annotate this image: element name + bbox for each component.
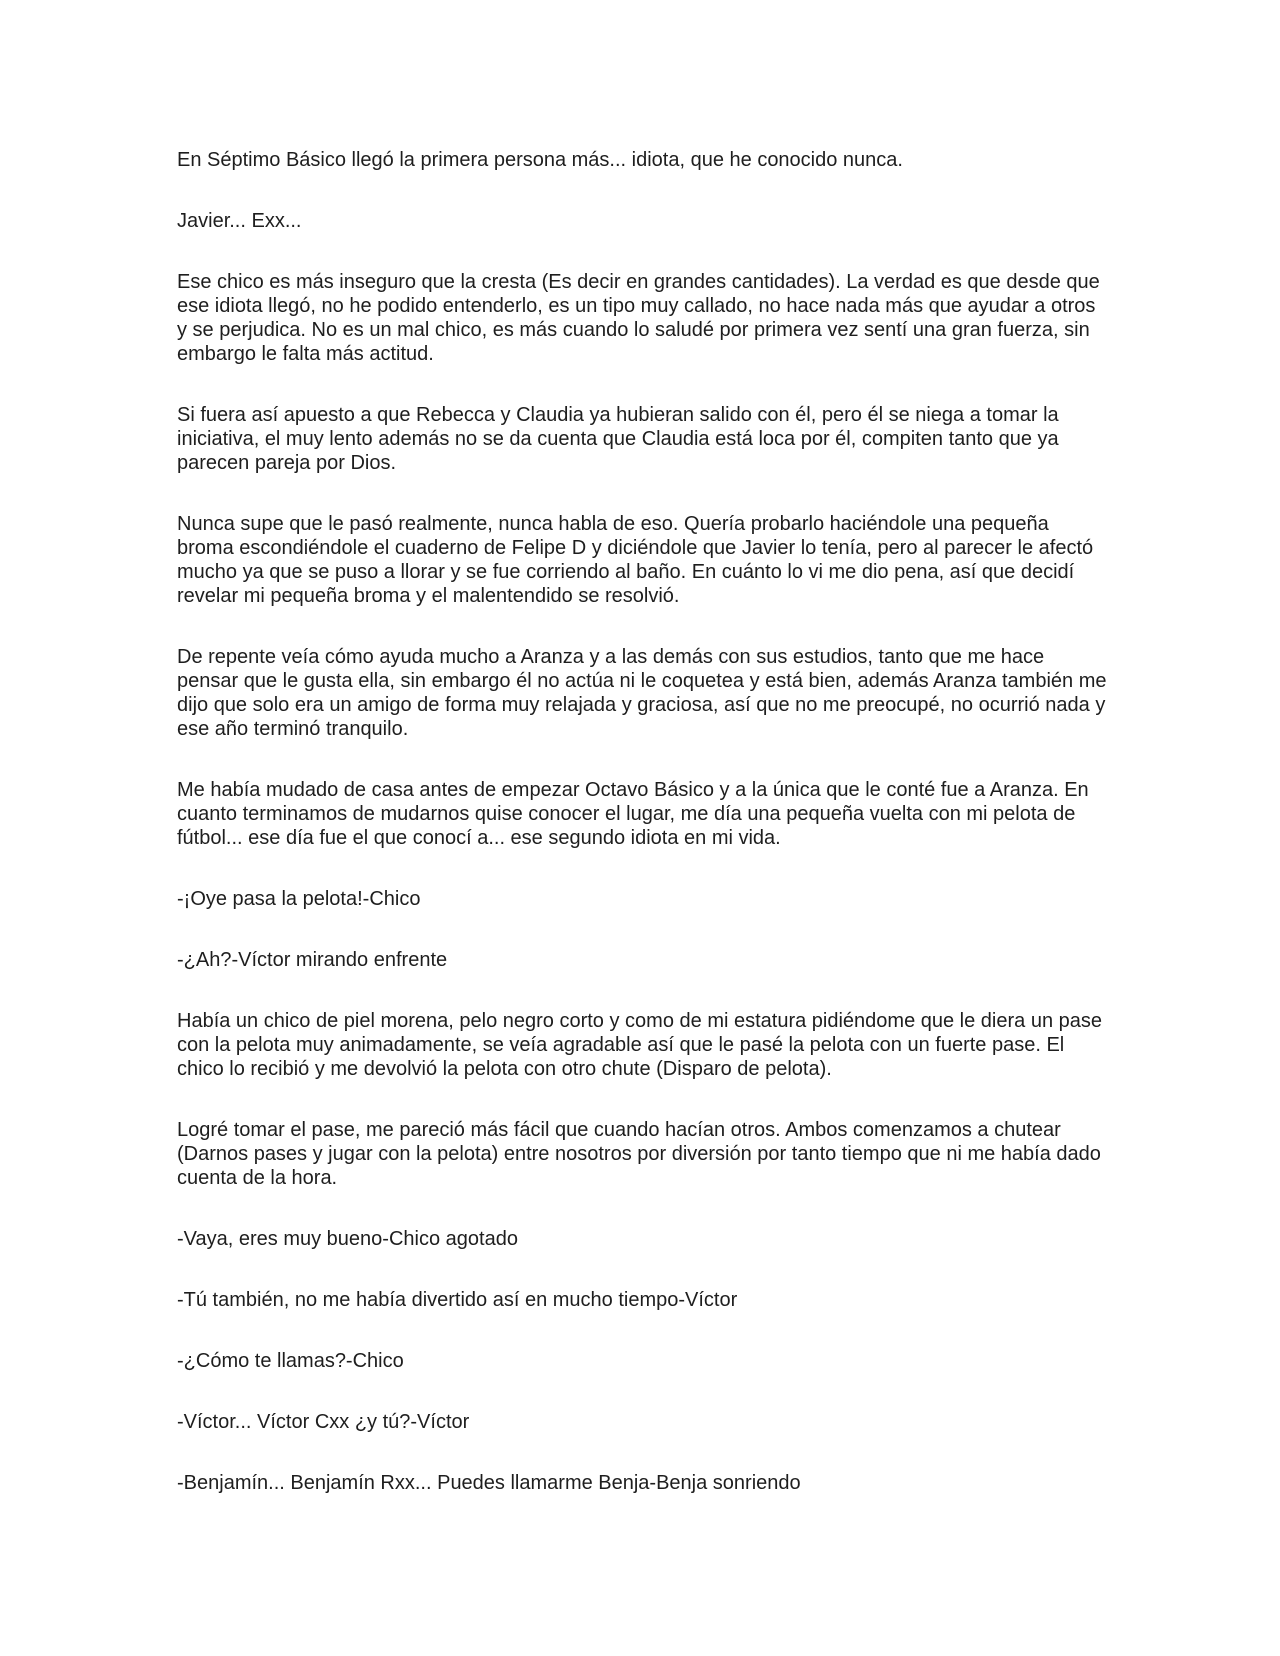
- dialogue-line-1: -¡Oye pasa la pelota!-Chico: [177, 888, 421, 910]
- paragraph-2: Javier... Exx...: [177, 210, 302, 232]
- paragraph-3: Ese chico es más inseguro que la cresta (Es decir en grandes cantidades). La verdad es que desde que ese idiota llegó, no he podido entenderlo, es un tipo muy callado, no hace nada más que ayudar a otros y se perjudica. No es un mal chico, es más cuando lo saludé por primera vez sentí una gran fuerza, sin embargo le falta más actitud.: [177, 271, 1100, 365]
- dialogue-line-5: -¿Cómo te llamas?-Chico: [177, 1350, 404, 1372]
- paragraph-6: De repente veía cómo ayuda mucho a Aranza y a las demás con sus estudios, tanto que me hace pensar que le gusta ella, sin embargo él no actúa ni le coquetea y está bien, además Aranza también me dijo que solo era un amigo de forma muy relajada y graciosa, así que no me preocupé, no ocurrió nada y ese año terminó tranquilo.: [177, 646, 1107, 740]
- document-body: [177, 148, 1107, 1532]
- dialogue-line-7: -Benjamín... Benjamín Rxx... Puedes llamarme Benja-Benja sonriendo: [177, 1472, 801, 1494]
- paragraph-4: Si fuera así apuesto a que Rebecca y Claudia ya hubieran salido con él, pero él se niega a tomar la iniciativa, el muy lento además no se da cuenta que Claudia está loca por él, compiten tanto que ya parecen pareja por Dios.: [177, 404, 1059, 474]
- dialogue-line-6: -Víctor... Víctor Cxx ¿y tú?-Víctor: [177, 1411, 470, 1433]
- dialogue-line-3: -Vaya, eres muy bueno-Chico agotado: [177, 1228, 518, 1250]
- paragraph-7: Me había mudado de casa antes de empezar Octavo Básico y a la única que le conté fue a Aranza. En cuanto terminamos de mudarnos quise conocer el lugar, me día una pequeña vuelta con mi pelota de fútbol... ese día fue el que conocí a... ese segundo idiota en mi vida.: [177, 779, 1089, 849]
- paragraph-1: En Séptimo Básico llegó la primera persona más... idiota, que he conocido nunca.: [177, 149, 903, 171]
- paragraph-8: Había un chico de piel morena, pelo negro corto y como de mi estatura pidiéndome que le diera un pase con la pelota muy animadamente, se veía agradable así que le pasé la pelota con un fuerte pase. El chico lo recibió y me devolvió la pelota con otro chute (Disparo de pelota).: [177, 1010, 1103, 1080]
- dialogue-line-4: -Tú también, no me había divertido así en mucho tiempo-Víctor: [177, 1289, 738, 1311]
- paragraph-9: Logré tomar el pase, me pareció más fácil que cuando hacían otros. Ambos comenzamos a chutear (Darnos pases y jugar con la pelota) entre nosotros por diversión por tanto tiempo que ni me había dado cuenta de la hora.: [177, 1119, 1101, 1189]
- paragraph-5: Nunca supe que le pasó realmente, nunca habla de eso. Quería probarlo haciéndole una pequeña broma escondiéndole el cuaderno de Felipe D y diciéndole que Javier lo tenía, pero al parecer le afectó mucho ya que se puso a llorar y se fue corriendo al baño. En cuánto lo vi me dio pena, así que decidí revelar mi pequeña broma y el malentendido se resolvió.: [177, 513, 1094, 607]
- dialogue-line-2: -¿Ah?-Víctor mirando enfrente: [177, 949, 448, 971]
